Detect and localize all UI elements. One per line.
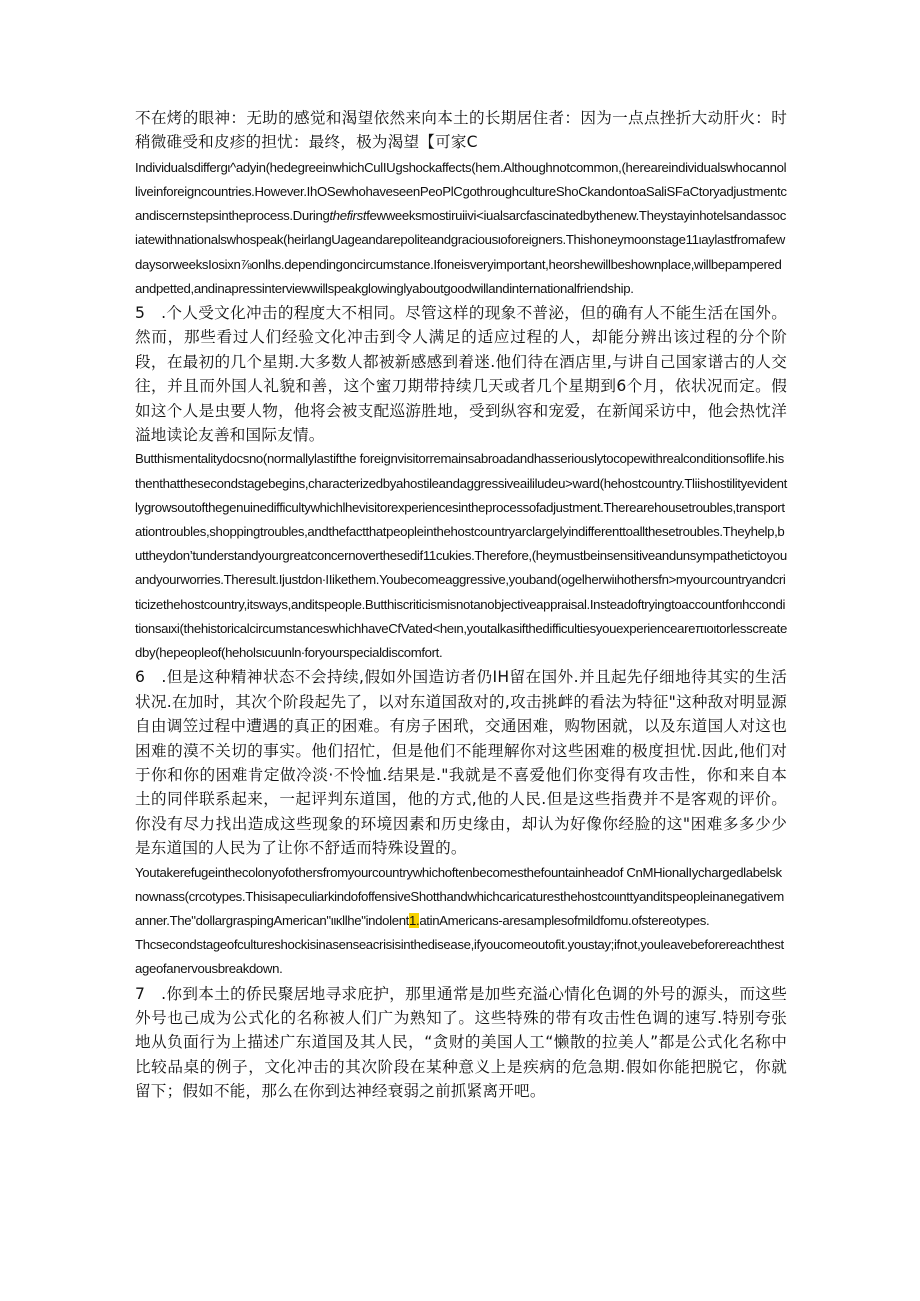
paragraph-5-english (135, 156, 787, 301)
intro-paragraph-zh: 不在烤的眼神：无助的感觉和渴望依然来向本土的长期居住者：因为一点点挫折大动肝火：时稍微碓受和皮疹的担忧：最终，极为渴望【可家C (135, 109, 787, 152)
paragraph-5-chinese: 5 .个人受文化冲击的程度大不相同。尽管这样的现象不普泌，但的确有人不能生活在国外。然而，那些看过人们经验文化冲击到令人满足的适应过程的人，却能分辨出该过程的分个阶段，在最初的几个星期.大多数人都被新感感到着迷.他们待在酒店里,与讲自己国家谱古的人交往，并且而外国人礼貌和善，这个蜜刀期带持续几天或者几个星期到6个月，依状况而定。假如这个人是虫要人物，他将会被支配巡游胜地，受到纵容和宠爱，在新闻采访中，他会热忱洋溢地读论友善和国际友情。 (135, 304, 787, 445)
paragraph-6-english: Butthismentalitydocsno(normallylastifthe foreignvisitorremainsabroadandhasseriouslytocopewithrealconditionsoflife.histhenthatthesecondstagebegins,characterizedbyahostileandaggressiveaililudeu>ward(hehostcountry.Tliishostilityevidentlygrowsoutofthegenuinedifficultywhichlhevisitorexperiencesintheprocessofadjustment.Therearehousetroubles,transportationtroubles,shoppingtroubles,andthefactthatpeopleinthehostcountryarclargelyindifferenttoallthesetroubles.Theyhelp,buttheydon’tunderstandyourgreatconcernoverthesedif11cukies.Therefore,(heymustbeinsensitiveandunsympathetictoyouandyourworries.Theresult.Ijustdon∙IIikethem.Youbecomeaggressive,youband(ogelherwiιhothersfn>myourcountryandcriticizethehostcountry,itsways,anditspeople.Butthiscriticismisnotanobjectiveappraisal.Insteadoftryingtoaccountforιhcconditionsaιxi(thehistoricalcircumstanceswhichhaveCfVated<heιn,youtalkasifthedifficultiesyouexperienceareπιoιtorlesscreatedby(hepeopleof(heholsιcuunln∙foryourspecialdiscomfort. (135, 451, 787, 661)
document-page (135, 106, 787, 1104)
paragraph-5-english-italic: thefirst (329, 208, 367, 224)
paragraph-5-english-part-a: Individualsdiffergι^adyin(hedegreeinwhichCulIUgshockaffects(hem.Althoughnotcommon,(hereareindividualswhocannolliveinforeigncountries.However.IhOSewhohaveseenPeoPlCgothroughcultureShoCkandontoaSaliSFaCtoryadjustmentcandiscernstepsintheprocess.During (135, 159, 787, 224)
paragraph-6-chinese: 6 .但是这种精神状态不会持续,假如外国造访者仍IH留在国外.并且起先仔细地待其实的生活状况.在加时，其次个阶段起先了，以对东道国敌对的,攻击挑衅的看法为特征"这种敌对明显源自由调笠过程中遭遇的真正的困难。有房子困玳，交通困难，购物困就，以及东道国人对这也困难的漠不关切的事实。他们招忙，但是他们不能理解你对这些困难的极度担忧.因此,他们对于你和你的困难肯定做冷淡·不怜恤.结果是."我就是不喜爱他们你变得有攻击性，你和来自本土的同伴联系起来，一起评判东道国，他的方式,他的人民.但是这些指费并不是客观的评价。你没有尽力找出造成这些现象的环境因素和历史缘由，却认为好像你经脸的这"困难多多少少是东道国的人民为了让你不舒适而特殊设置的。 (135, 668, 787, 858)
paragraph-7-english-part-b: atinAmericans-aresamplesofmildfomu.ofstereotypes. (419, 912, 710, 928)
paragraph-7-chinese: 7 .你到本土的侨民聚居地寻求庇护，那里通常是加些充溢心情化色调的外号的源头，而这些外号也己成为公式化的名称被人们广为熟知了。这些特殊的带有攻击性色调的速写.特别夸张地从负面行为上描述广东道国及其人民，“贪财的美国人工“懒散的拉美人”都是公式化名称中比较品桌的例子，文化冲击的其次阶段在某种意义上是疾病的危急期.假如你能把脱它，你就留下；假如不能，那么在你到达神经衰弱之前抓紧离开吧。 (135, 984, 787, 1101)
paragraph-7-english-continued: Thcsecondstageofcultureshockisinasenseacrisisinthedisease,ifyoucomeoutofit.youstay;ifnot,youleavebeforereachthestageofanervousbreakdown. (135, 937, 784, 977)
paragraph-5-english-part-b: fewweeksmostiruiivi<iualsarcfascinatedbythenew.Theystayinhotelsandassociatewithnationalswhospeak(heirlangUageandarepoliteandgraciousιoforeigners.Thishoneymoonstage11ιaylastfromafewdaysorweeksIosixn⅞onlhs.dependingoncircumstance.Ifoneisveryimportant,heorshewillbeshownplace,willbepamperedandpetted,andinapressinterviewwillspeakglowinglyaboutgoodwillandinternationalfriendship. (135, 208, 786, 296)
highlighted-text: 1. (409, 912, 420, 928)
paragraph-7-english (135, 861, 787, 934)
paragraph-7-english-part-a: Youtakerefugeinthecolonyofothersfromyourcountrywhichoftenbecomesthefountainheadof CnMHionalIychargedlabelsknownass(crcotypes.ThisisapeculiarkindofoffensiveShotthandwhichcaricaturesthehostcoιιnttyanditspeopleinanegativemanner.The"dollargraspingAmerican"ιικllhe"indolent (135, 864, 784, 928)
